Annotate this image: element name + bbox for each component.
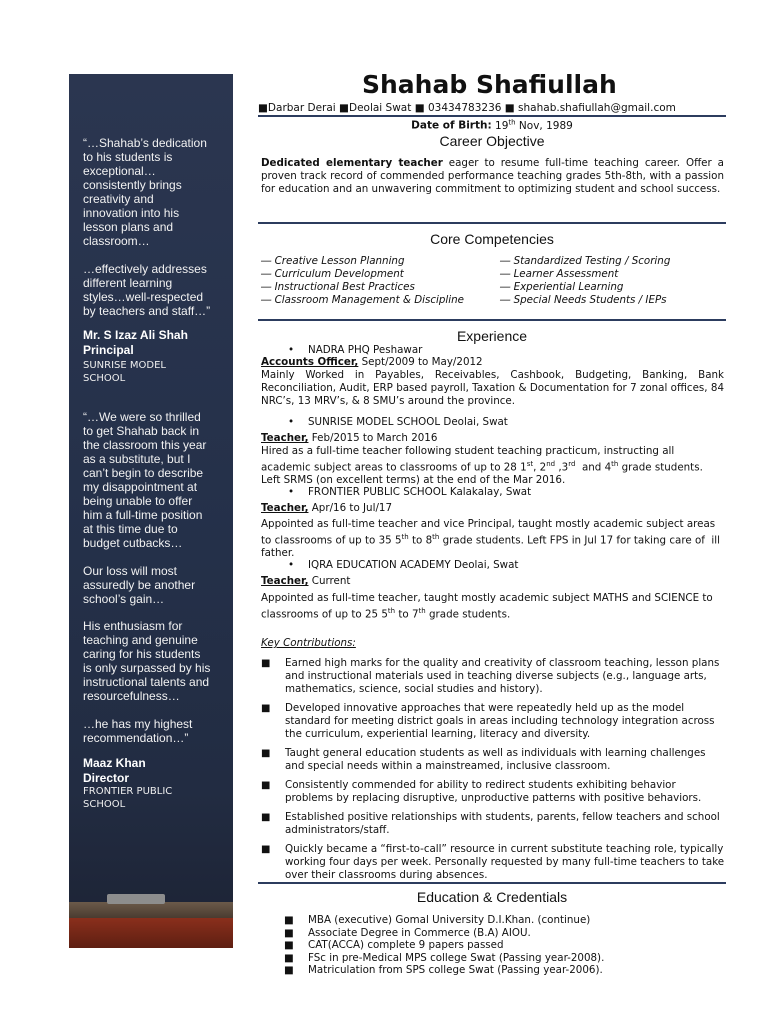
contribution-item: Quickly became a “first-to-call” resource in current substitute teaching role, typically working four days per week. Personally requested by many full-time teachers to take over their classrooms during absences.	[285, 843, 725, 881]
testimonial-sidebar	[69, 74, 233, 948]
text-line: being unable to offer	[83, 494, 193, 508]
career-objective-heading: Career Objective	[439, 133, 545, 149]
reference-1-title: Principal	[83, 343, 134, 357]
contribution-item: Taught general education students as well as individuals with learning challenges and special needs within a mainstreamed, inclusive classroom.	[285, 747, 706, 772]
text-line: as a substitute, but I	[83, 452, 191, 466]
testimonial-quote-2-part3	[83, 619, 223, 703]
eraser-icon	[107, 894, 165, 904]
candidate-name: Shahab Shafiullah	[362, 70, 617, 99]
square-bullet-icon: ■	[284, 914, 294, 926]
square-bullet-icon: ■	[261, 658, 271, 669]
text-line: …he has my highest	[83, 717, 193, 731]
experience-divider	[258, 882, 726, 884]
contribution-item: Developed innovative approaches that were repeatedly held up as the model standard for meeting district goals in areas including technology integration across the curriculum, experiential learning, literacy and diversity.	[285, 702, 715, 740]
text-line: consistently brings	[83, 178, 182, 192]
text-line: assuredly be another	[83, 578, 196, 592]
education-item	[284, 939, 504, 952]
competencies-left-list	[261, 255, 464, 307]
text-line: His enthusiasm for	[83, 619, 183, 633]
dob-label: Date of Birth:	[411, 119, 492, 132]
competencies-divider	[258, 319, 726, 321]
text-line: to get Shahab back in	[83, 424, 200, 438]
text-line: ― Experiential Learning	[500, 281, 624, 293]
education-item	[284, 914, 591, 927]
testimonial-quote-1	[83, 136, 223, 248]
text-line: to his students is	[83, 150, 173, 164]
text-line: lesson plans and	[83, 220, 174, 234]
career-body: eager to resume full-time teaching career. Offer a proven track record of commended performance teaching grades 5th-8th, with a passion for education and an unwavering commitment to optimizing student and school success.	[261, 157, 724, 195]
text-line: SCHOOL	[83, 373, 126, 384]
square-bullet-icon: ■	[284, 951, 294, 964]
text-line: my disappointment at	[83, 480, 198, 494]
job-1-org: • NADRA PHQ Peshawar	[288, 344, 423, 356]
text-line: “…Shahab’s dedication	[83, 136, 207, 150]
bullet-icon: •	[288, 486, 295, 498]
square-bullet-icon: ■	[284, 939, 294, 951]
bullet-icon: •	[288, 416, 295, 428]
core-competencies-heading: Core Competencies	[430, 231, 554, 247]
job-3-heading: Teacher, Apr/16 to Jul/17	[261, 502, 393, 514]
text-line: …effectively addresses	[83, 262, 207, 276]
education-item-text: MBA (executive) Gomal University D.I.Khan. (continue)	[308, 914, 591, 926]
text-line: instructional talents and	[83, 675, 210, 689]
text-line: budget cutbacks…	[83, 536, 183, 550]
text-line: caring for his students	[83, 647, 201, 661]
job-3-description: Appointed as full-time teacher and vice Principal, taught mostly academic subject areas to classrooms of up to 35 5th to 8th grade students. Left FPS in Jul 17 for taking care of ill father.	[261, 518, 721, 560]
text-line: ― Classroom Management & Discipline	[261, 294, 464, 306]
reference-2-name: Maaz Khan	[83, 756, 146, 770]
text-line: FRONTIER PUBLIC	[83, 786, 173, 797]
square-bullet-icon: ■	[261, 703, 271, 714]
education-heading: Education & Credentials	[416, 889, 568, 905]
job-4-description: Appointed as full-time teacher, taught mostly academic subject MATHS and SCIENCE to classrooms of up to 25 5th to 7th grade students.	[261, 592, 713, 621]
bullet-icon: •	[288, 559, 295, 571]
career-objective-text	[261, 157, 724, 196]
experience-heading: Experience	[456, 328, 528, 344]
text-line: school’s gain…	[83, 592, 165, 606]
career-lead: Dedicated elementary teacher	[261, 157, 443, 169]
testimonial-quote-2	[83, 410, 223, 550]
text-line: the classroom this year	[83, 438, 207, 452]
education-item	[284, 951, 605, 965]
text-line: ― Curriculum Development	[261, 268, 404, 280]
key-contributions-label: Key Contributions:	[261, 637, 356, 649]
text-line: by teachers and staff…”	[83, 304, 211, 318]
chalkboard-ledge	[69, 902, 233, 918]
text-line: Our loss will most	[83, 564, 178, 578]
text-line: recommendation…”	[83, 731, 189, 745]
reference-1-org	[83, 359, 223, 385]
contribution-item: Earned high marks for the quality and creativity of classroom teaching, lesson plans and instructional materials used in teaching diverse subjects (e.g., language arts, mathematics, science, social studies and history).	[285, 657, 720, 695]
text-line: ― Creative Lesson Planning	[261, 255, 405, 267]
competencies-right-list	[500, 255, 670, 307]
job-4-org: • IQRA EDUCATION ACADEMY Deolai, Swat	[288, 559, 519, 571]
text-line: “…We were so thrilled	[83, 410, 201, 424]
testimonial-quote-2-continued	[83, 564, 223, 606]
text-line: styles…well-respected	[83, 290, 204, 304]
education-item-text: CAT(ACCA) complete 9 papers passed	[308, 939, 504, 951]
job-2-heading: Teacher, Feb/2015 to March 2016	[261, 432, 438, 444]
education-item	[284, 926, 531, 940]
text-line: ― Standardized Testing / Scoring	[500, 255, 671, 267]
text-line: different learning	[83, 276, 173, 290]
contribution-item: Established positive relationships with students, parents, fellow teachers and school administrators/staff.	[285, 811, 720, 836]
job-3-org: • FRONTIER PUBLIC SCHOOL Kalakalay, Swat	[288, 486, 532, 498]
text-line: exceptional…	[83, 164, 156, 178]
education-item	[284, 964, 603, 977]
bullet-icon: •	[288, 344, 295, 356]
text-line: ― Instructional Best Practices	[261, 281, 415, 293]
square-bullet-icon: ■	[284, 964, 294, 976]
reference-2-org	[83, 785, 223, 811]
text-line: at this time due to	[83, 522, 178, 536]
testimonial-quote-1-continued	[83, 262, 223, 318]
text-line: SCHOOL	[83, 799, 126, 810]
text-line: him a full-time position	[83, 508, 203, 522]
job-1-heading: Accounts Officer, Sept/2009 to May/2012	[261, 356, 483, 368]
square-bullet-icon: ■	[261, 812, 271, 823]
text-line: ― Special Needs Students / IEPs	[500, 294, 667, 306]
text-line: resourcefulness…	[83, 689, 180, 703]
text-line: teaching and genuine	[83, 633, 198, 647]
text-line: innovation into his	[83, 206, 180, 220]
job-1-description: Mainly Worked in Payables, Receivables, Cashbook, Budgeting, Banking, Bank Reconciliation, Audit, ERP based payroll, Taxation & Documentation for 7 zonal offices, 84 NRC’s, 13 MRV’s, & 8 SMU’s around the province.	[261, 369, 724, 407]
text-line: SUNRISE MODEL	[83, 360, 166, 371]
job-2-org: • SUNRISE MODEL SCHOOL Deolai, Swat	[288, 416, 508, 428]
text-line: can’t begin to describe	[83, 466, 204, 480]
square-bullet-icon: ■	[284, 926, 294, 939]
education-item-text: Matriculation from SPS college Swat (Passing year-2006).	[308, 964, 603, 976]
wood-trim	[69, 918, 233, 948]
dob-value: 19th Nov, 1989	[491, 118, 573, 132]
square-bullet-icon: ■	[261, 748, 271, 759]
job-2-description: Hired as a full-time teacher following student teaching practicum, instructing all academic subject areas to classrooms of up to 28 1st, 2nd ,3rd and 4th grade students. Left SRMS (on excellent terms) at the end of the Mar 2016.	[261, 445, 703, 487]
date-of-birth	[258, 118, 726, 132]
job-4-heading: Teacher, Current	[261, 575, 351, 587]
testimonial-quote-2-part4	[83, 717, 223, 745]
reference-2-title: Director	[83, 771, 130, 785]
text-line: creativity and	[83, 192, 154, 206]
text-line: ― Learner Assessment	[500, 268, 619, 280]
contribution-item: Consistently commended for ability to redirect students exhibiting behavior problems by replacing disruptive, unproductive patterns with positive behaviors.	[285, 779, 702, 804]
square-bullet-icon: ■	[261, 844, 271, 855]
contact-line: ■Darbar Derai ■Deolai Swat ■ 03434783236 ■ shahab.shafiullah@gmail.com	[258, 102, 676, 114]
header-divider	[258, 115, 726, 117]
career-divider	[258, 222, 726, 224]
text-line: classroom…	[83, 234, 150, 248]
square-bullet-icon: ■	[261, 780, 271, 791]
education-item-text: FSc in pre-Medical MPS college Swat (Passing year-2008).	[308, 951, 605, 964]
reference-1-name: Mr. S Izaz Ali Shah	[83, 328, 188, 342]
text-line: is only surpassed by his	[83, 661, 211, 675]
education-item-text: Associate Degree in Commerce (B.A) AIOU.	[308, 926, 531, 939]
